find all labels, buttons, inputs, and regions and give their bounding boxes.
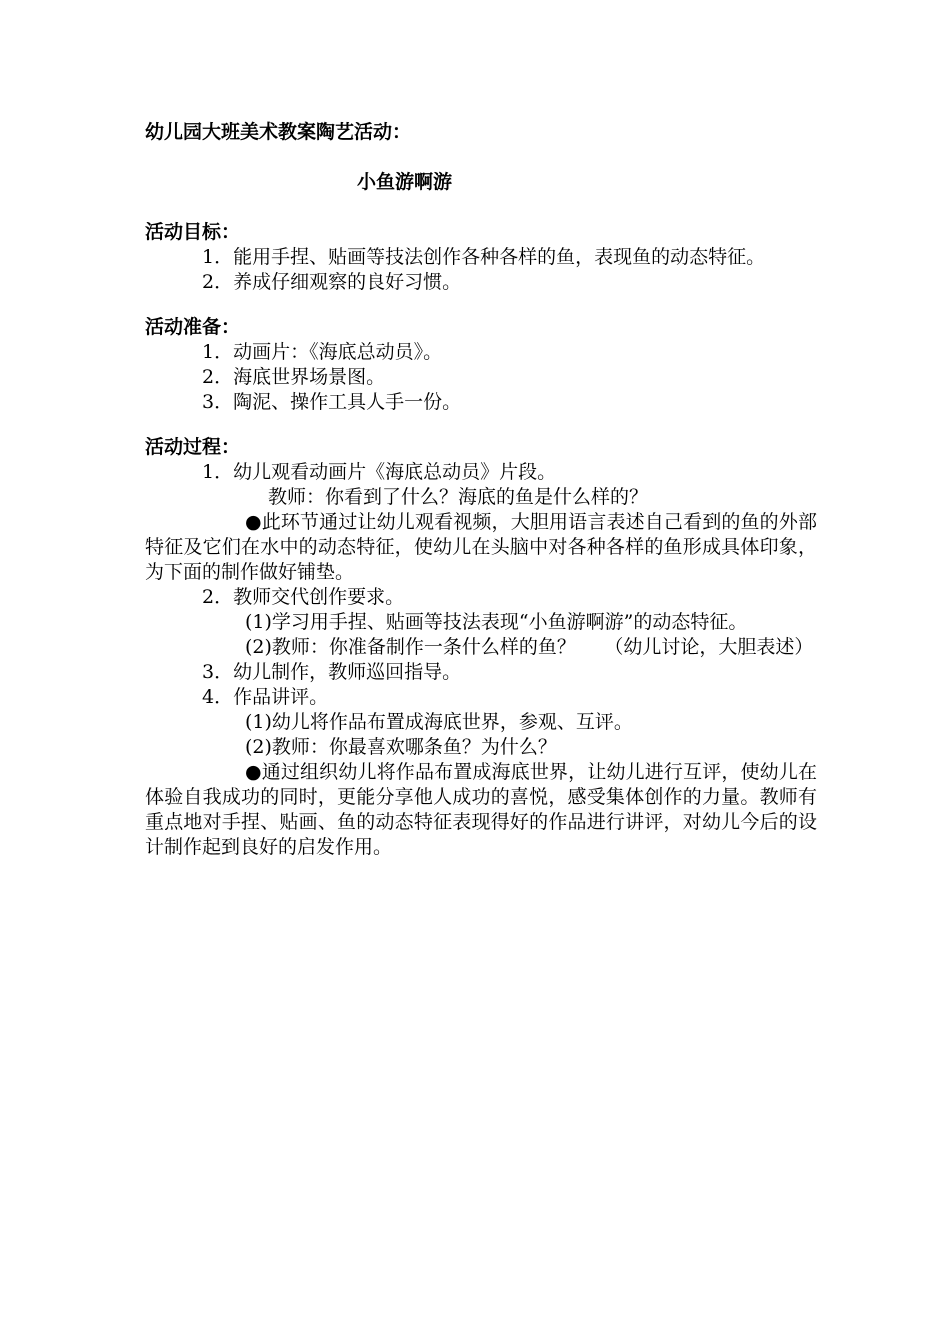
goal-item: 2．养成仔细观察的良好习惯。 <box>202 271 462 293</box>
goals-heading: 活动目标： <box>145 221 241 243</box>
process-step: 2．教师交代创作要求。 <box>202 586 405 608</box>
process-substep: (2)教师：你准备制作一条什么样的鱼？ （幼儿讨论，大胆表述） <box>245 636 814 658</box>
prep-item: 2．海底世界场景图。 <box>202 366 386 388</box>
process-substep: (1)学习用手捏、贴画等技法表现“小鱼游啊游”的动态特征。 <box>245 611 748 633</box>
process-step: 1．幼儿观看动画片《海底总动员》片段。 <box>202 461 557 483</box>
document-title: 幼儿园大班美术教案陶艺活动： <box>145 121 412 143</box>
process-substep: (2)教师：你最喜欢哪条鱼？为什么？ <box>245 736 557 758</box>
process-substep: (1)幼儿将作品布置成海底世界，参观、互评。 <box>245 711 633 733</box>
process-teacher-question: 教师：你看到了什么？海底的鱼是什么样的？ <box>268 486 649 508</box>
process-heading: 活动过程： <box>145 436 241 458</box>
process-step: 3．幼儿制作，教师巡回指导。 <box>202 661 462 683</box>
goal-item: 1．能用手捏、贴画等技法创作各种各样的鱼，表现鱼的动态特征。 <box>202 246 766 268</box>
prep-item: 3．陶泥、操作工具人手一份。 <box>202 391 462 413</box>
document-subtitle: 小鱼游啊游 <box>357 171 453 193</box>
document-body <box>145 120 817 860</box>
process-step: 4．作品讲评。 <box>202 686 329 708</box>
prep-item: 1．动画片：《海底总动员》。 <box>202 341 443 363</box>
process-note: ●通过组织幼儿将作品布置成海底世界，让幼儿进行互评，使幼儿在体验自我成功的同时，更能分享他人成功的喜悦，感受集体创作的力量。教师有重点地对手捏、贴画、鱼的动态特征表现得好的作品进行讲评，对幼儿今后的设计制作起到良好的启发作用。 <box>145 761 817 858</box>
process-note: ●此环节通过让幼儿观看视频，大胆用语言表述自己看到的鱼的外部特征及它们在水中的动态特征，使幼儿在头脑中对各种各样的鱼形成具体印象，为下面的制作做好铺垫。 <box>145 511 817 583</box>
prep-heading: 活动准备： <box>145 316 241 338</box>
